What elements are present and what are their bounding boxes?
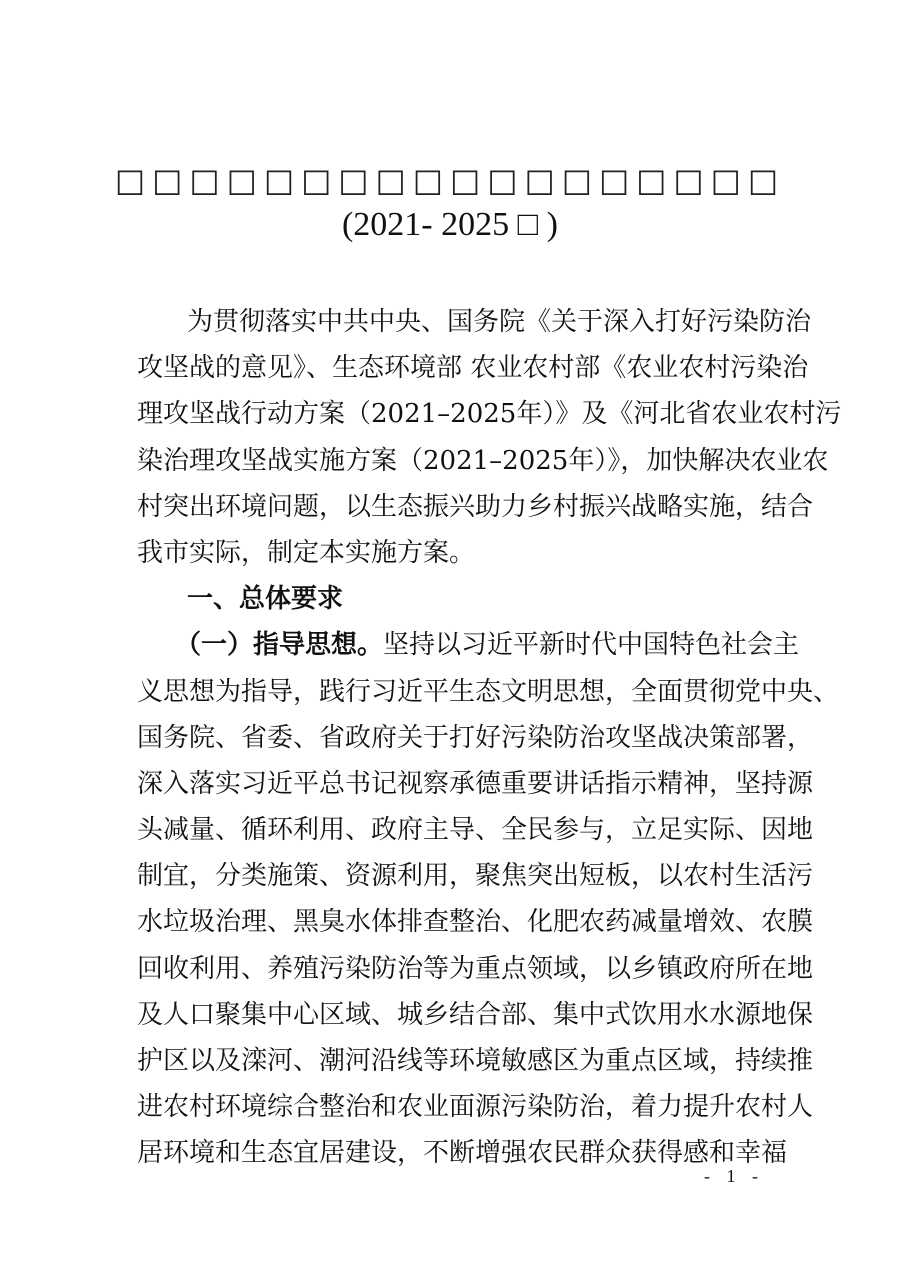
paragraph-line: 回收利用、养殖污染防治等为重点领域，以乡镇政府所在地 xyxy=(137,953,814,984)
paragraph-line: 深入落实习近平总书记视察承德重要讲话指示精神，坚持源 xyxy=(137,768,814,799)
paragraph-line: 理攻坚战行动方案（2021–2025年）》及《河北省农业农村污 xyxy=(137,399,842,430)
paragraph-line: 水垃圾治理、黑臭水体排查整治、化肥农药减量增效、农膜 xyxy=(137,907,814,938)
paragraph-line: 进农村环境综合整治和农业面源污染防治，着力提升农村人 xyxy=(137,1092,814,1123)
paragraph-line: 护区以及滦河、潮河沿线等环境敏感区为重点区域，持续推 xyxy=(137,1046,814,1076)
paragraph-line: 村突出环境问题，以生态振兴助力乡村振兴战略实施，结合 xyxy=(137,491,814,522)
paragraph-line: 义思想为指导，践行习近平生态文明思想，全面贯彻党中央、 xyxy=(137,676,840,707)
paragraph-line: 我市实际，制定本实施方案。 xyxy=(137,537,476,568)
document-title: □□□□□□□□□□□□□□□□□□ xyxy=(114,161,786,199)
paragraph-line: 坚持以习近平新时代中国特色社会主 xyxy=(383,630,800,661)
document-subtitle: (2021- 2025 □ ) xyxy=(341,206,558,243)
document-body xyxy=(137,299,842,1177)
section-heading: 一、总体要求 xyxy=(187,584,344,615)
subsection-first-line xyxy=(137,622,800,668)
paragraph-line: 居环境和生态宜居建设，不断增强农民群众获得感和幸福 xyxy=(137,1138,788,1169)
page-number: - 1 - xyxy=(704,1166,764,1186)
subsection-label: （一）指导思想。 xyxy=(175,630,384,661)
paragraph-line: 头减量、循环利用、政府主导、全民参与，立足实际、因地 xyxy=(137,815,814,846)
paragraph-line: 及人口聚集中心区域、城乡结合部、集中式饮用水水源地保 xyxy=(137,999,814,1030)
paragraph-line: 为贯彻落实中共中央、国务院《关于深入打好污染防治 xyxy=(187,307,812,337)
paragraph-line: 染治理攻坚战实施方案（2021–2025年）》，加快解决农业农 xyxy=(137,445,829,476)
paragraph-line: 攻坚战的意见》、生态环境部 农业农村部《农业农村污染治 xyxy=(137,353,809,384)
paragraph-line: 国务院、省委、省政府关于打好污染防治攻坚战决策部署， xyxy=(137,722,814,753)
paragraph-line: 制宜，分类施策、资源利用，聚焦突出短板，以农村生活污 xyxy=(137,861,814,892)
